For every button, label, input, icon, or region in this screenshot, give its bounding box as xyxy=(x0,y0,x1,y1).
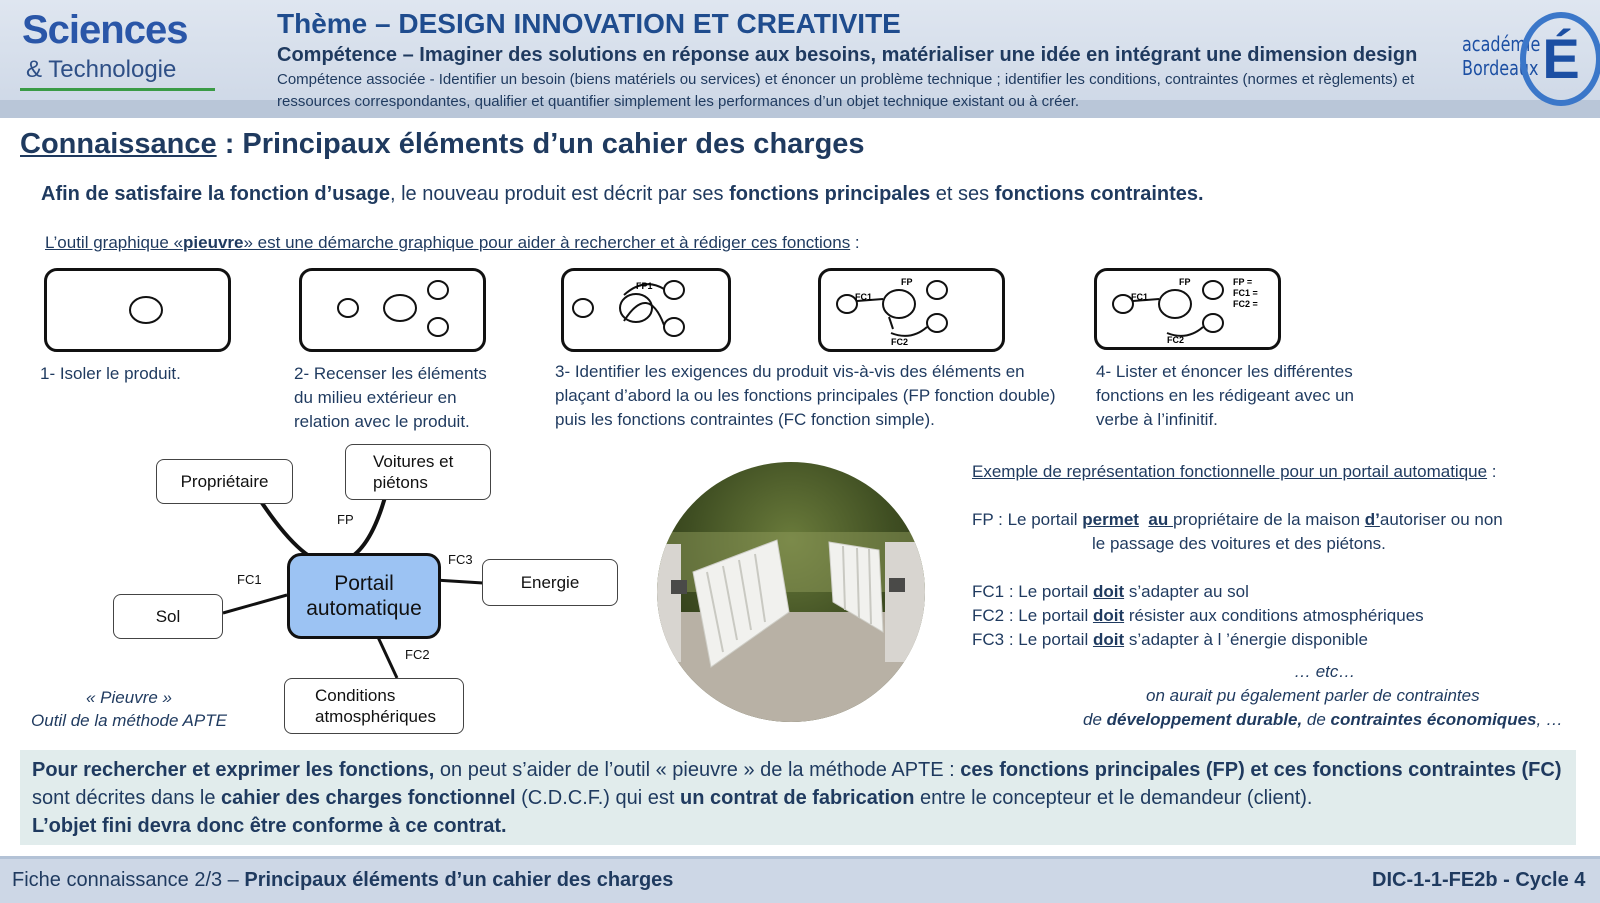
example-section xyxy=(972,460,1572,732)
intro-part-3: fonctions principales xyxy=(729,183,931,205)
title-connaissance: Connaissance xyxy=(20,128,217,160)
right-pillar xyxy=(885,542,925,662)
step-1-text: 1- Isoler le produit. xyxy=(40,364,181,383)
fc3-part-c: s’adapter à l ’énergie disponible xyxy=(1124,630,1368,649)
logo-green-line xyxy=(20,88,215,91)
product-circle xyxy=(620,294,652,322)
example-fp-line xyxy=(972,508,1572,532)
motor-left xyxy=(671,580,687,594)
intro-paragraph xyxy=(41,183,1204,206)
tool-part-2: pieuvre xyxy=(183,233,244,252)
label-fc3: FC3 xyxy=(448,552,473,567)
summary-text xyxy=(32,756,1572,840)
step-3b-svg xyxy=(821,271,1002,349)
page-title xyxy=(20,128,865,161)
theme-title: Thème – DESIGN INNOVATION ET CREATIVITE xyxy=(277,8,901,39)
academie-line-1: académie xyxy=(1462,32,1541,56)
step-2-svg xyxy=(302,271,483,349)
step-2-text: 2- Recenser les éléments du milieu extérieur en relation avec le produit. xyxy=(294,364,487,431)
example-fp-line-2: le passage des voitures et des piétons. xyxy=(1092,534,1386,553)
product-circle xyxy=(130,297,162,323)
caption-line-1: « Pieuvre » xyxy=(86,688,172,707)
mini-label-fc1: FC1 xyxy=(1131,292,1149,302)
step-1-diagram xyxy=(44,268,231,352)
motor-right xyxy=(889,578,905,592)
intro-part-5: fonctions contraintes. xyxy=(994,183,1204,205)
list-label-fp: FP = xyxy=(1233,277,1253,287)
academie-line-2: Bordeaux xyxy=(1462,56,1539,80)
logo-sciences-text: Sciences xyxy=(22,8,188,52)
summary-a: Pour rechercher et exprimer les fonctions, xyxy=(32,759,435,781)
summary-d: sont décrites dans le xyxy=(32,787,221,809)
fc2-part-c: résister aux conditions atmosphériques xyxy=(1124,606,1424,625)
fc3-link xyxy=(435,580,483,583)
footer-left-b: Principaux éléments d’un cahier des charges xyxy=(244,869,674,891)
fc2-link xyxy=(377,635,397,678)
step-3-text: 3- Identifier les exigences du produit vis-à-vis des éléments en plaçant d’abord la ou les fonctions principales (FP fonction double) puis les fonctions contraintes (FC fonction simple). xyxy=(555,362,1056,429)
last-part-1: de xyxy=(1083,710,1107,729)
fc3-part-b: doit xyxy=(1092,630,1125,649)
pieuvre-center-node: Portail automatique xyxy=(287,553,441,639)
summary-h: entre le concepteur et le demandeur (client). xyxy=(914,787,1313,809)
mini-label-fp: FP xyxy=(1179,277,1191,287)
fp-part-a: FP : Le portail xyxy=(972,510,1083,529)
fc1-part-c: s’adapter au sol xyxy=(1124,582,1249,601)
element-circle xyxy=(1203,314,1223,332)
intro-part-2: , le nouveau produit est décrit par ses xyxy=(389,183,730,205)
element-circle xyxy=(664,318,684,336)
footer-left-a: Fiche connaissance 2/3 – xyxy=(12,869,245,891)
example-fc2-line xyxy=(972,604,1572,628)
fc1-part-a: FC1 : Le portail xyxy=(972,582,1093,601)
intro-part-4: et ses xyxy=(930,183,995,205)
logo-technologie-text: & Technologie xyxy=(26,56,177,83)
step-4-diagram xyxy=(1094,268,1281,350)
gate-illustration xyxy=(657,462,925,722)
competence-title: Compétence – Imaginer des solutions en réponse aux besoins, matérialiser une idée en intégrant une dimension design xyxy=(277,44,1418,66)
step-1-svg xyxy=(47,271,228,349)
list-label-fc2: FC2 = xyxy=(1233,299,1258,309)
footer-left-text xyxy=(12,869,673,892)
product-circle xyxy=(883,290,915,318)
example-fc1-line xyxy=(972,580,1572,604)
left-pillar xyxy=(657,544,681,662)
tool-part-3: » est une démarche graphique pour aider à rechercher et à rédiger ces fonctions xyxy=(243,233,851,252)
element-circle xyxy=(428,318,448,336)
summary-i: L’objet fini devra donc être conforme à ce contrat. xyxy=(32,815,507,837)
element-circle xyxy=(927,281,947,299)
gravel-ground xyxy=(657,612,925,722)
element-circle xyxy=(573,299,593,317)
intro-part-1: Afin de satisfaire la fonction d’usage xyxy=(41,183,390,205)
mini-label-fc1: FC1 xyxy=(855,292,873,302)
node-sol: Sol xyxy=(113,594,223,639)
pieuvre-caption xyxy=(24,686,234,732)
example-last-line xyxy=(972,708,1572,732)
fp-part-d: propriétaire de la maison xyxy=(1172,510,1365,529)
last-part-2: de xyxy=(1302,710,1331,729)
node-conditions-atmospheriques: Conditions atmosphériques xyxy=(284,678,464,734)
element-circle xyxy=(927,314,947,332)
step-4-svg xyxy=(1097,271,1278,347)
last-part-end: , … xyxy=(1536,710,1563,729)
fc2-part-a: FC2 : Le portail xyxy=(972,606,1093,625)
summary-f: (C.D.C.F.) qui est xyxy=(515,787,681,809)
fp-part-c: au xyxy=(1148,510,1173,529)
step-3-svg xyxy=(564,271,728,349)
mini-label-fc2: FC2 xyxy=(891,337,909,347)
fc1-link xyxy=(223,595,287,613)
label-fc1: FC1 xyxy=(237,572,262,587)
summary-g: un contrat de fabrication xyxy=(680,787,915,809)
tool-description xyxy=(45,233,860,253)
tool-part-4: : xyxy=(850,233,860,252)
element-circle xyxy=(664,281,684,299)
example-fc3-line xyxy=(972,628,1572,652)
product-circle xyxy=(1159,290,1191,318)
fc1-part-b: doit xyxy=(1092,582,1125,601)
summary-e: cahier des charges fonctionnel xyxy=(221,787,516,809)
fp-part-b: permet xyxy=(1082,510,1139,529)
element-circle xyxy=(1113,295,1133,313)
step-2-diagram xyxy=(299,268,486,352)
label-fc2: FC2 xyxy=(405,647,430,662)
fc3-part-a: FC3 : Le portail xyxy=(972,630,1093,649)
step-3-diagram xyxy=(561,268,731,352)
tool-part-1: L’outil graphique « xyxy=(45,233,184,252)
list-label-fc1: FC1 = xyxy=(1233,288,1258,298)
last-part-dev: développement durable, xyxy=(1106,710,1303,729)
label-fp: FP xyxy=(337,512,354,527)
caption-line-2: Outil de la méthode APTE xyxy=(31,711,227,730)
mini-label-fp: FP xyxy=(901,277,913,287)
academie-logo-e-icon: É xyxy=(1520,12,1600,106)
fp-part-e: d’ xyxy=(1364,510,1380,529)
fp-part-f: autoriser ou non xyxy=(1379,510,1503,529)
element-circle xyxy=(428,281,448,299)
summary-b: on peut s’aider de l’outil « pieuvre » de la méthode APTE : xyxy=(434,759,961,781)
example-heading-text: Exemple de représentation fonctionnelle pour un portail automatique xyxy=(972,462,1488,481)
example-heading xyxy=(972,460,1572,484)
element-circle xyxy=(1203,281,1223,299)
element-circle xyxy=(837,295,857,313)
footer-reference: DIC-1-1-FE2b - Cycle 4 xyxy=(1372,869,1586,891)
fc2-part-b: doit xyxy=(1092,606,1125,625)
product-circle xyxy=(384,295,416,321)
automatic-gate-photo xyxy=(657,462,925,722)
example-heading-colon: : xyxy=(1487,462,1497,481)
element-circle xyxy=(338,299,358,317)
summary-c: ces fonctions principales (FP) et ces fonctions contraintes (FC) xyxy=(960,759,1562,781)
node-voitures-pietons: Voitures et piétons xyxy=(345,444,491,500)
example-aurait: on aurait pu également parler de contraintes xyxy=(1146,686,1480,705)
step-4-text: 4- Lister et énoncer les différentes fonctions en les rédigeant avec un verbe à l’infinitif. xyxy=(1096,362,1355,429)
node-proprietaire: Propriétaire xyxy=(156,459,293,504)
mini-label-fp1: FP1 xyxy=(636,281,653,291)
example-etc: … etc… xyxy=(1294,662,1356,681)
step-3b-diagram xyxy=(818,268,1005,352)
node-energie: Energie xyxy=(482,559,618,606)
mini-label-fc2: FC2 xyxy=(1167,335,1185,345)
last-part-eco: contraintes économiques xyxy=(1330,710,1537,729)
competence-associee: Compétence associée - Identifier un besoin (biens matériels ou services) et énoncer un problème technique ; identifier les conditions, contraintes (normes et règlements) et ressources correspondantes, qualifier et quantifier simplement les performances d’un objet technique existant ou à créer. xyxy=(277,71,1415,110)
title-rest: : Principaux éléments d’un cahier des charges xyxy=(216,128,865,160)
